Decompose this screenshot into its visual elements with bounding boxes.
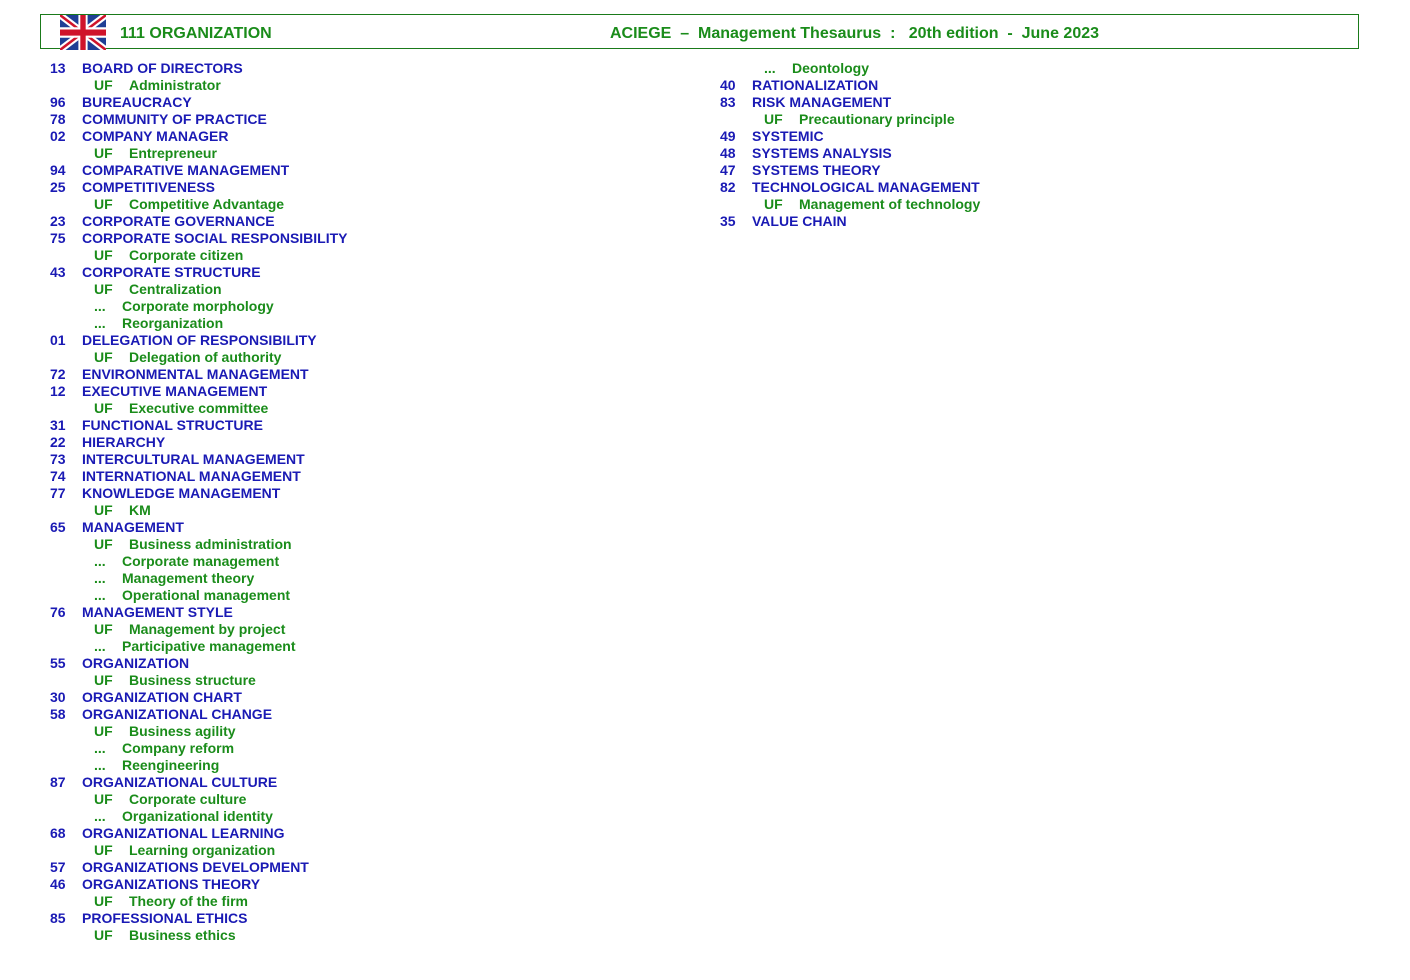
uf-marker: UF bbox=[94, 77, 113, 93]
term-entry bbox=[50, 179, 348, 196]
term-label: MANAGEMENT bbox=[82, 519, 184, 535]
term-label: COMPETITIVENESS bbox=[82, 179, 216, 195]
ellipsis-marker: ... bbox=[94, 740, 106, 756]
uf-term: Centralization bbox=[129, 281, 222, 297]
used-for-entry bbox=[50, 893, 348, 910]
uf-term: Theory of the firm bbox=[129, 893, 249, 909]
used-for-entry bbox=[50, 502, 348, 519]
term-label: DELEGATION OF RESPONSIBILITY bbox=[82, 332, 317, 348]
term-label: ORGANIZATIONAL CHANGE bbox=[82, 706, 273, 722]
continuation-entry bbox=[50, 298, 348, 315]
term-entry bbox=[720, 145, 980, 162]
uf-marker: UF bbox=[94, 723, 113, 739]
uf-term: Business ethics bbox=[129, 927, 236, 943]
term-entry bbox=[50, 434, 348, 451]
term-number: 73 bbox=[50, 451, 66, 467]
uf-marker: UF bbox=[94, 196, 113, 212]
section-title: 111 ORGANIZATION bbox=[120, 25, 272, 42]
uf-term: Corporate morphology bbox=[122, 298, 274, 314]
ellipsis-marker: ... bbox=[94, 757, 106, 773]
term-number: 65 bbox=[50, 519, 66, 535]
term-number: 30 bbox=[50, 689, 66, 705]
used-for-entry bbox=[720, 196, 980, 213]
uf-term: Deontology bbox=[792, 60, 869, 76]
term-number: 43 bbox=[50, 264, 66, 280]
term-number: 12 bbox=[50, 383, 66, 399]
term-number: 47 bbox=[720, 162, 736, 178]
uf-marker: UF bbox=[94, 927, 113, 943]
term-entry bbox=[50, 876, 348, 893]
term-number: 40 bbox=[720, 77, 736, 93]
term-entry bbox=[50, 451, 348, 468]
term-entry bbox=[720, 128, 980, 145]
term-number: 85 bbox=[50, 910, 66, 926]
page-header bbox=[40, 14, 1359, 49]
term-number: 75 bbox=[50, 230, 66, 246]
used-for-entry bbox=[50, 145, 348, 162]
used-for-entry bbox=[50, 196, 348, 213]
term-entry bbox=[50, 111, 348, 128]
uf-term: Precautionary principle bbox=[799, 111, 955, 127]
term-label: INTERCULTURAL MANAGEMENT bbox=[82, 451, 305, 467]
ellipsis-marker: ... bbox=[94, 570, 106, 586]
term-number: 46 bbox=[50, 876, 66, 892]
term-number: 35 bbox=[720, 213, 736, 229]
uf-term: Management of technology bbox=[799, 196, 981, 212]
term-entry bbox=[720, 77, 980, 94]
uf-marker: UF bbox=[94, 400, 113, 416]
used-for-entry bbox=[50, 247, 348, 264]
term-label: FUNCTIONAL STRUCTURE bbox=[82, 417, 263, 433]
used-for-entry bbox=[50, 927, 348, 944]
uf-marker: UF bbox=[94, 536, 113, 552]
uf-term: Reorganization bbox=[122, 315, 224, 331]
term-number: 74 bbox=[50, 468, 66, 484]
term-number: 87 bbox=[50, 774, 66, 790]
term-entry bbox=[50, 689, 348, 706]
term-entry bbox=[50, 468, 348, 485]
term-label: BOARD OF DIRECTORS bbox=[82, 60, 243, 76]
uf-term: Entrepreneur bbox=[129, 145, 217, 161]
term-entry bbox=[50, 94, 348, 111]
used-for-entry bbox=[50, 723, 348, 740]
term-number: 13 bbox=[50, 60, 66, 76]
term-entry bbox=[50, 230, 348, 247]
term-entry bbox=[50, 774, 348, 791]
uf-term: Administrator bbox=[129, 77, 221, 93]
term-entry bbox=[50, 383, 348, 400]
term-label: VALUE CHAIN bbox=[752, 213, 847, 229]
term-entry bbox=[50, 519, 348, 536]
continuation-entry bbox=[50, 587, 348, 604]
term-label: MANAGEMENT STYLE bbox=[82, 604, 233, 620]
term-entry bbox=[720, 162, 980, 179]
continuation-entry bbox=[50, 740, 348, 757]
term-label: BUREAUCRACY bbox=[82, 94, 192, 110]
term-entry bbox=[50, 162, 348, 179]
term-label: ORGANIZATION bbox=[82, 655, 190, 671]
uf-term: Delegation of authority bbox=[129, 349, 282, 365]
term-number: 68 bbox=[50, 825, 66, 841]
uf-marker: UF bbox=[94, 349, 113, 365]
term-entry bbox=[50, 60, 348, 77]
continuation-entry bbox=[50, 638, 348, 655]
uf-term: Management theory bbox=[122, 570, 255, 586]
term-entry bbox=[50, 366, 348, 383]
term-number: 01 bbox=[50, 332, 66, 348]
uf-term: Business agility bbox=[129, 723, 236, 739]
uf-marker: UF bbox=[94, 281, 113, 297]
term-number: 57 bbox=[50, 859, 66, 875]
term-entry bbox=[50, 332, 348, 349]
term-label: COMPARATIVE MANAGEMENT bbox=[82, 162, 290, 178]
term-label: RISK MANAGEMENT bbox=[752, 94, 892, 110]
uf-marker: UF bbox=[94, 893, 113, 909]
term-label: SYSTEMS THEORY bbox=[752, 162, 881, 178]
term-label: ORGANIZATIONAL LEARNING bbox=[82, 825, 285, 841]
term-number: 48 bbox=[720, 145, 736, 161]
term-entry bbox=[50, 264, 348, 281]
term-entry bbox=[50, 485, 348, 502]
term-label: COMPANY MANAGER bbox=[82, 128, 229, 144]
term-number: 55 bbox=[50, 655, 66, 671]
used-for-entry bbox=[50, 791, 348, 808]
term-label: COMMUNITY OF PRACTICE bbox=[82, 111, 267, 127]
term-entry bbox=[50, 910, 348, 927]
term-number: 25 bbox=[50, 179, 66, 195]
term-number: 58 bbox=[50, 706, 66, 722]
continuation-entry bbox=[720, 60, 980, 77]
term-label: INTERNATIONAL MANAGEMENT bbox=[82, 468, 301, 484]
term-number: 31 bbox=[50, 417, 66, 433]
ellipsis-marker: ... bbox=[94, 298, 106, 314]
term-label: EXECUTIVE MANAGEMENT bbox=[82, 383, 268, 399]
term-label: SYSTEMS ANALYSIS bbox=[752, 145, 892, 161]
used-for-entry bbox=[50, 536, 348, 553]
continuation-entry bbox=[50, 757, 348, 774]
publication-title: ACIEGE – Management Thesaurus : 20th edition - June 2023 bbox=[610, 25, 1100, 42]
term-entry bbox=[50, 825, 348, 842]
term-label: RATIONALIZATION bbox=[752, 77, 879, 93]
ellipsis-marker: ... bbox=[94, 315, 106, 331]
term-label: TECHNOLOGICAL MANAGEMENT bbox=[752, 179, 980, 195]
term-label: CORPORATE STRUCTURE bbox=[82, 264, 261, 280]
continuation-entry bbox=[50, 553, 348, 570]
term-label: KNOWLEDGE MANAGEMENT bbox=[82, 485, 281, 501]
term-label: SYSTEMIC bbox=[752, 128, 824, 144]
uf-marker: UF bbox=[94, 621, 113, 637]
term-number: 77 bbox=[50, 485, 66, 501]
uf-term: Executive committee bbox=[129, 400, 269, 416]
uf-term: Business administration bbox=[129, 536, 292, 552]
uf-term: Reengineering bbox=[122, 757, 220, 773]
term-label: PROFESSIONAL ETHICS bbox=[82, 910, 248, 926]
term-entry bbox=[720, 179, 980, 196]
term-entry bbox=[50, 213, 348, 230]
used-for-entry bbox=[50, 621, 348, 638]
term-entry bbox=[50, 604, 348, 621]
uf-term: Learning organization bbox=[129, 842, 276, 858]
term-number: 94 bbox=[50, 162, 66, 178]
term-number: 72 bbox=[50, 366, 66, 382]
uk-flag-icon bbox=[60, 15, 106, 50]
term-label: CORPORATE GOVERNANCE bbox=[82, 213, 275, 229]
term-label: ORGANIZATION CHART bbox=[82, 689, 242, 705]
ellipsis-marker: ... bbox=[94, 808, 106, 824]
term-number: 83 bbox=[720, 94, 736, 110]
ellipsis-marker: ... bbox=[94, 587, 106, 603]
used-for-entry bbox=[50, 349, 348, 366]
term-number: 49 bbox=[720, 128, 736, 144]
uf-marker: UF bbox=[94, 842, 113, 858]
continuation-entry bbox=[50, 808, 348, 825]
term-number: 96 bbox=[50, 94, 66, 110]
term-label: CORPORATE SOCIAL RESPONSIBILITY bbox=[82, 230, 348, 246]
ellipsis-marker: ... bbox=[764, 60, 776, 76]
used-for-entry bbox=[50, 77, 348, 94]
uf-term: Corporate management bbox=[122, 553, 280, 569]
right-column bbox=[720, 60, 980, 230]
used-for-entry bbox=[50, 281, 348, 298]
ellipsis-marker: ... bbox=[94, 553, 106, 569]
term-entry bbox=[720, 213, 980, 230]
uf-marker: UF bbox=[94, 502, 113, 518]
uf-marker: UF bbox=[764, 111, 783, 127]
uf-marker: UF bbox=[94, 791, 113, 807]
term-label: ORGANIZATIONS DEVELOPMENT bbox=[82, 859, 309, 875]
term-label: ORGANIZATIONS THEORY bbox=[82, 876, 261, 892]
left-column bbox=[50, 60, 348, 944]
term-number: 76 bbox=[50, 604, 66, 620]
term-entry bbox=[50, 128, 348, 145]
term-number: 02 bbox=[50, 128, 66, 144]
uf-marker: UF bbox=[764, 196, 783, 212]
term-number: 22 bbox=[50, 434, 66, 450]
uf-term: Operational management bbox=[122, 587, 291, 603]
uf-term: Corporate citizen bbox=[129, 247, 244, 263]
term-label: ORGANIZATIONAL CULTURE bbox=[82, 774, 278, 790]
term-entry bbox=[50, 706, 348, 723]
uf-term: Business structure bbox=[129, 672, 256, 688]
uf-marker: UF bbox=[94, 672, 113, 688]
term-entry bbox=[50, 417, 348, 434]
used-for-entry bbox=[720, 111, 980, 128]
uf-term: Management by project bbox=[129, 621, 286, 637]
uf-term: Corporate culture bbox=[129, 791, 247, 807]
term-number: 78 bbox=[50, 111, 66, 127]
uf-term: Participative management bbox=[122, 638, 296, 654]
term-number: 23 bbox=[50, 213, 66, 229]
term-entry bbox=[720, 94, 980, 111]
term-label: HIERARCHY bbox=[82, 434, 166, 450]
used-for-entry bbox=[50, 842, 348, 859]
term-entry bbox=[50, 655, 348, 672]
uf-term: Competitive Advantage bbox=[129, 196, 285, 212]
uf-marker: UF bbox=[94, 247, 113, 263]
uf-term: KM bbox=[129, 502, 151, 518]
used-for-entry bbox=[50, 672, 348, 689]
continuation-entry bbox=[50, 570, 348, 587]
used-for-entry bbox=[50, 400, 348, 417]
uf-marker: UF bbox=[94, 145, 113, 161]
uf-term: Company reform bbox=[122, 740, 235, 756]
continuation-entry bbox=[50, 315, 348, 332]
term-label: ENVIRONMENTAL MANAGEMENT bbox=[82, 366, 309, 382]
uf-term: Organizational identity bbox=[122, 808, 273, 824]
term-entry bbox=[50, 859, 348, 876]
term-number: 82 bbox=[720, 179, 736, 195]
ellipsis-marker: ... bbox=[94, 638, 106, 654]
